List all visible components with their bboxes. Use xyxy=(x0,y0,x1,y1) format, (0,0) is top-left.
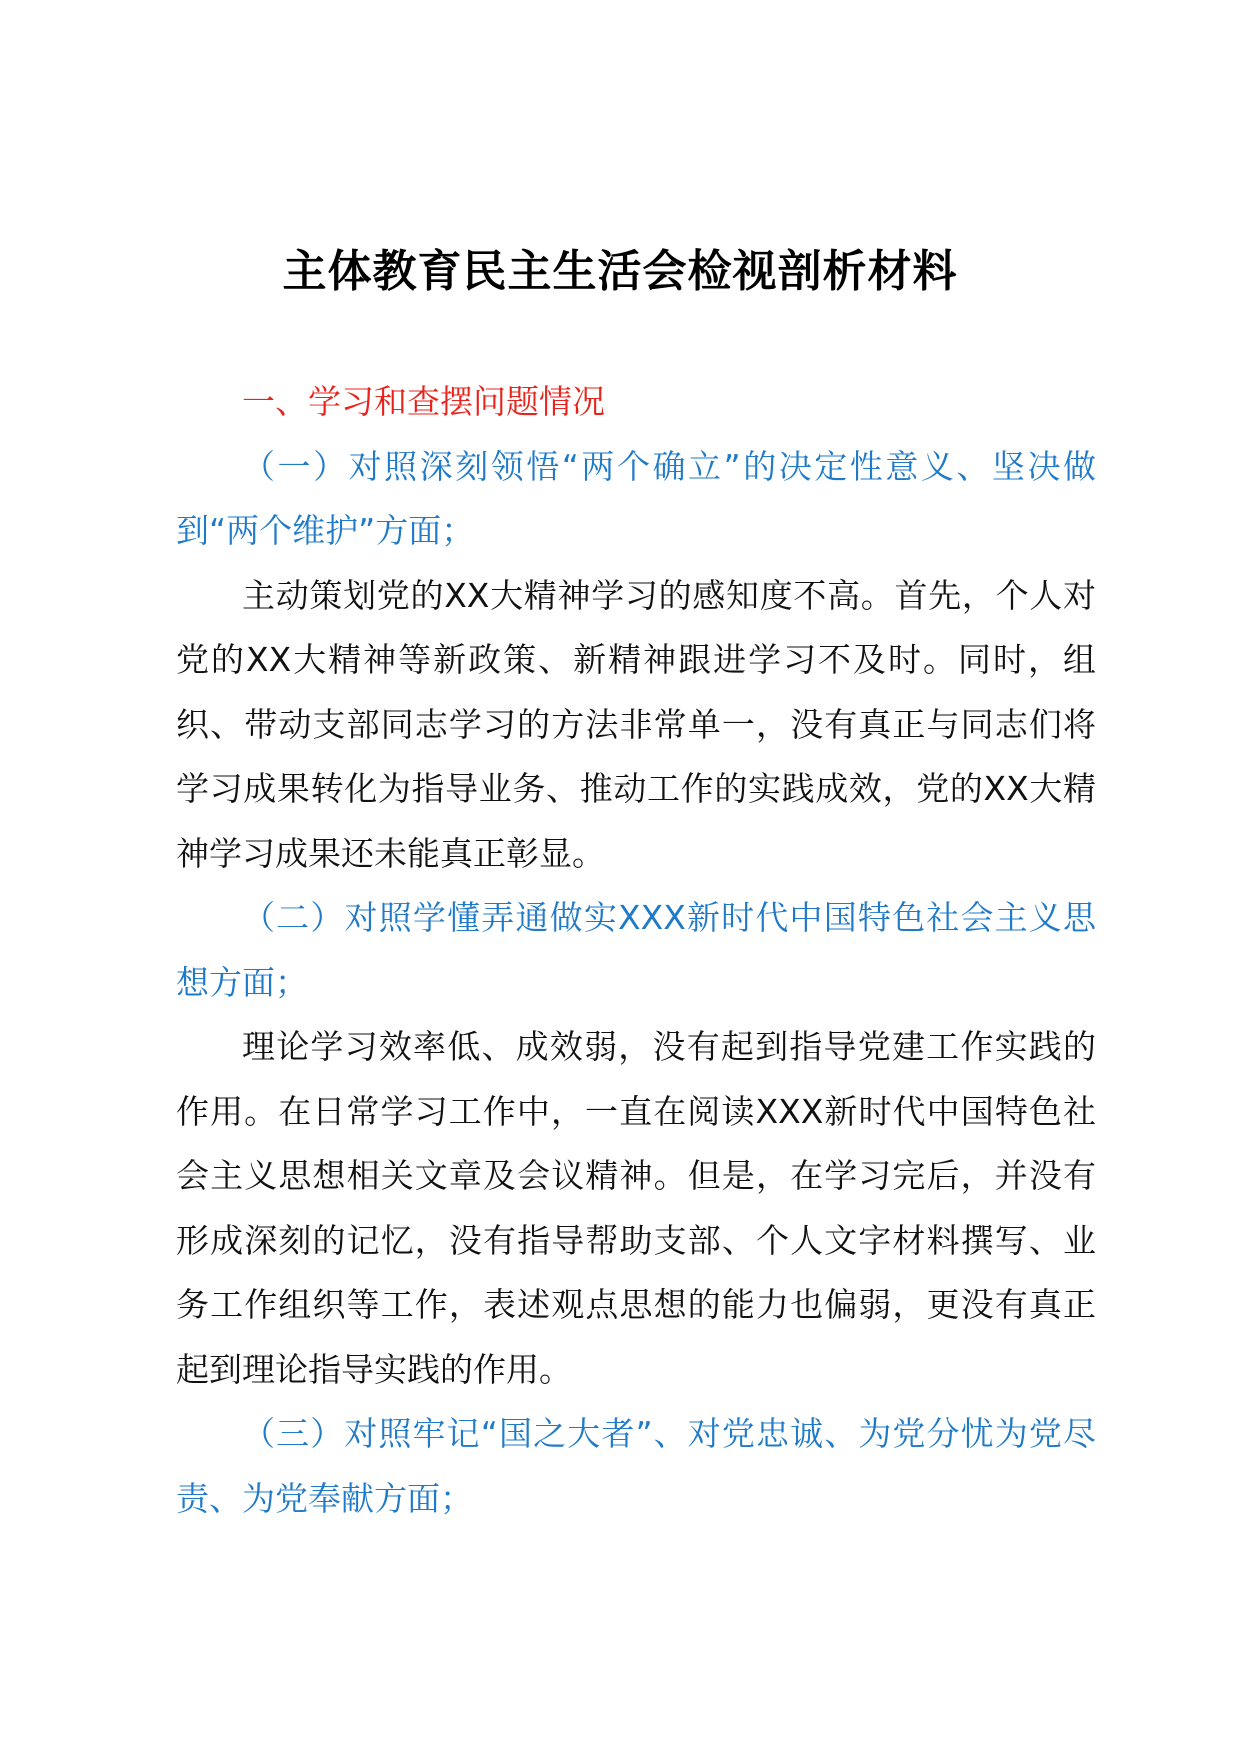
item-heading-2: （二）对照学懂弄通做实XXX新时代中国特色社会主义思想方面； xyxy=(176,898,1096,1002)
item-body-2: 理论学习效率低、成效弱，没有起到指导党建工作实践的作用。在日常学习工作中，一直在阅读XXX新时代中国特色社会主义思想相关文章及会议精神。但是，在学习完后，并没有形成深刻的记忆，没有指导帮助支部、个人文字材料撰写、业务工作组织等工作，表述观点思想的能力也偏弱，更没有真正起到理论指导实践的作用。 xyxy=(176,1027,1096,1389)
section-heading: 一、学习和查摆问题情况 xyxy=(242,382,605,421)
item-heading-3: （三）对照牢记“国之大者”、对党忠诚、为党分忧为党尽责、为党奉献方面； xyxy=(176,1414,1096,1518)
document-title: 主体教育民主生活会检视剖析材料 xyxy=(282,246,958,297)
document-body xyxy=(176,370,1096,1531)
item-body-1: 主动策划党的XX大精神学习的感知度不高。首先，个人对党的XX大精神等新政策、新精神跟进学习不及时。同时，组织、带动支部同志学习的方法非常单一，没有真正与同志们将学习成果转化为指导业务、推动工作的实践成效，党的XX大精神学习成果还未能真正彰显。 xyxy=(176,575,1096,873)
item-heading-1: （一）对照深刻领悟“两个确立”的决定性意义、坚决做到“两个维护”方面； xyxy=(176,446,1096,550)
